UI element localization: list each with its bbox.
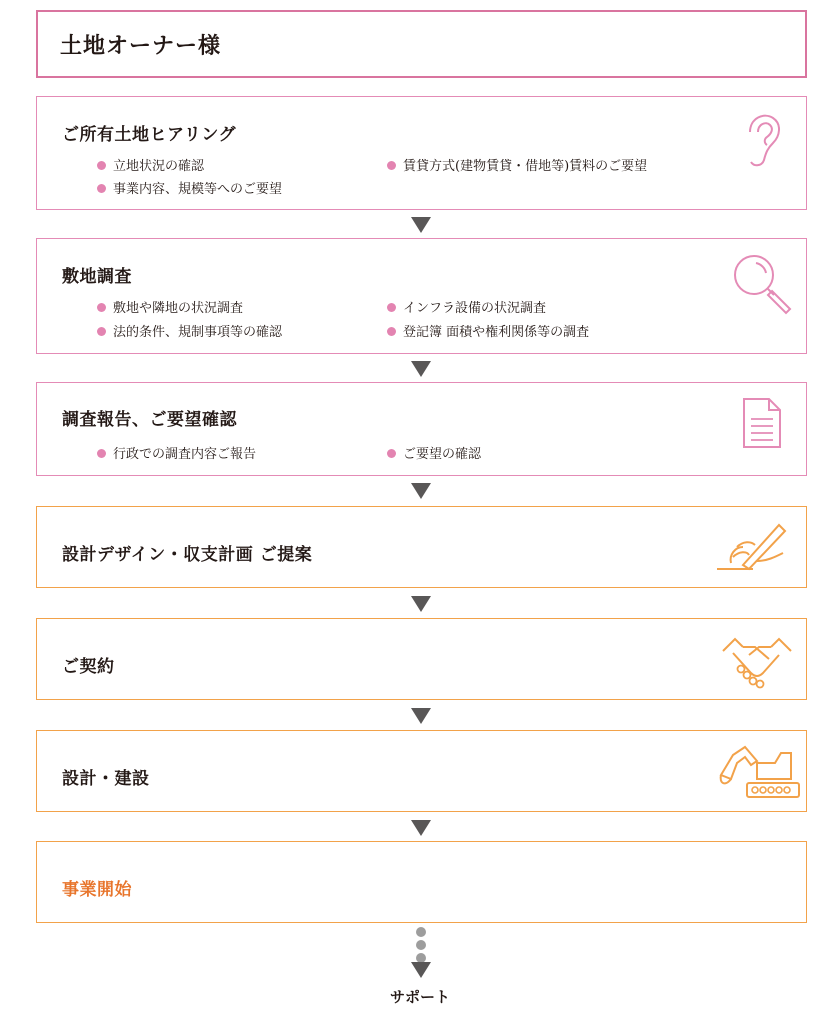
bullet-item: 立地状況の確認	[97, 155, 204, 174]
flow-arrow	[411, 217, 431, 233]
support-dots	[415, 927, 427, 966]
flow-arrow	[411, 596, 431, 612]
bullet-dot	[387, 161, 396, 170]
bullet-item: 事業内容、規模等へのご要望	[97, 178, 282, 197]
step-construction	[36, 730, 807, 812]
step-title: ご所有土地ヒアリング	[62, 125, 236, 145]
bullet-item: 賃貸方式(建物賃貸・借地等)賃料のご要望	[387, 155, 647, 174]
bullet-item: 法的条件、規制事項等の確認	[97, 321, 282, 340]
handshake-icon	[721, 629, 793, 691]
bullet-item: 行政での調査内容ご報告	[97, 443, 256, 462]
flow-arrow	[411, 820, 431, 836]
step-title: 調査報告、ご要望確認	[62, 410, 237, 430]
dot	[416, 927, 426, 937]
owner-box	[36, 10, 807, 78]
step-title: 設計・建設	[62, 769, 150, 789]
excavator-icon	[717, 739, 801, 805]
bullet-item: 敷地や隣地の状況調査	[97, 297, 243, 316]
bullet-item: ご要望の確認	[387, 443, 481, 462]
magnifier-icon	[730, 251, 796, 317]
flow-arrow	[411, 962, 431, 978]
step-report	[36, 382, 807, 476]
bullet-dot	[97, 161, 106, 170]
bullet-dot	[387, 303, 396, 312]
ear-icon	[740, 110, 786, 170]
step-business-start	[36, 841, 807, 923]
bullet-dot	[97, 449, 106, 458]
step-title: 事業開始	[62, 880, 132, 900]
bullet-dot	[387, 449, 396, 458]
dot	[416, 940, 426, 950]
bullet-dot	[97, 184, 106, 193]
step-site-survey	[36, 238, 807, 354]
step-hearing	[36, 96, 807, 210]
document-icon	[742, 397, 782, 449]
bullet-dot	[387, 327, 396, 336]
pen-hand-icon	[713, 517, 793, 581]
bullet-dot	[97, 303, 106, 312]
step-title: 敷地調査	[62, 267, 132, 287]
flow-arrow	[411, 708, 431, 724]
support-label: サポート	[389, 988, 450, 1006]
flow-arrow	[411, 361, 431, 377]
flow-arrow	[411, 483, 431, 499]
bullet-item: インフラ設備の状況調査	[387, 297, 546, 316]
step-contract	[36, 618, 807, 700]
owner-title: 土地オーナー様	[60, 34, 222, 59]
step-design-proposal	[36, 506, 807, 588]
bullet-item: 登記簿 面積や権利関係等の調査	[387, 321, 589, 340]
step-title: 設計デザイン・収支計画 ご提案	[62, 545, 313, 565]
bullet-dot	[97, 327, 106, 336]
step-title: ご契約	[62, 657, 115, 677]
